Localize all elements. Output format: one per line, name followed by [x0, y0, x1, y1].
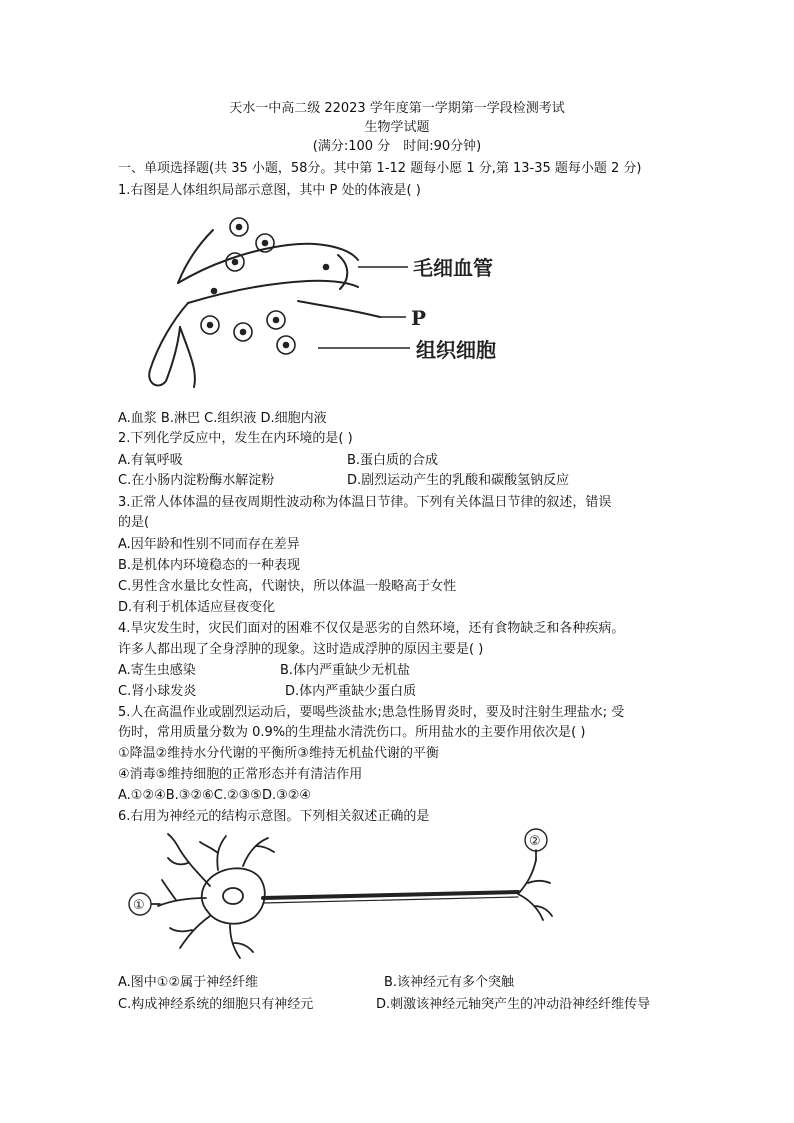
- question-4-stem-2: 许多人都出现了全身浮肿的现象。这时造成浮肿的原因主要是( ): [118, 642, 484, 657]
- tissue-boundary: [298, 301, 380, 317]
- question-3-option-c: C.男性含水量比女性高，代谢快，所以体温一般略高于女性: [118, 579, 457, 594]
- label-1: ①: [133, 898, 145, 913]
- question-4-option-a: A.寄生虫感染: [118, 663, 196, 678]
- question-3-option-d: D.有利于机体适应昼夜变化: [118, 600, 276, 615]
- question-4-stem-1: 4.旱灾发生时，灾民们面对的困难不仅仅是恶劣的自然环境，还有食物缺乏和各种疾病。: [118, 621, 625, 636]
- question-6-option-d: D.刺激该神经元轴突产生的冲动沿神经纤维传导: [376, 997, 651, 1012]
- question-2-option-b: B.蛋白质的合成: [347, 453, 439, 468]
- question-3-option-a: A.因年龄和性别不同而存在差异: [118, 537, 300, 552]
- question-1-options: A.血浆 B.淋巴 C.组织液 D.细胞内液: [118, 411, 327, 426]
- question-6-option-c: C.构成神经系统的细胞只有神经元: [118, 997, 314, 1012]
- figure-neuron-diagram: [118, 828, 558, 968]
- section-heading: 一、单项选择题(共 35 小题，58分。其中第 1-12 题每小愿 1 分,第 13-35 题每小题 2 分): [118, 161, 642, 176]
- question-3-stem-1: 3.正常人体体温的昼夜周期性波动称为体温日节律。下列有关体温日节律的叙述，错误: [118, 495, 612, 510]
- label-2: ②: [529, 834, 541, 849]
- question-5-options: A.①②④B.③②⑥C.②③⑤D.③②④: [118, 788, 312, 803]
- label-tissue-cell: 组织细胞: [416, 338, 496, 362]
- question-2-option-d: D.剧烈运动产生的乳酸和碳酸氢钠反应: [347, 473, 570, 488]
- question-4-option-c: C.肾小球发炎: [118, 684, 197, 699]
- question-5-list-1: ①降温②维持水分代谢的平衡所③维持无机盐代谢的平衡: [118, 746, 439, 761]
- question-2-stem: 2.下列化学反应中，发生在内环境的是( ): [118, 431, 353, 446]
- question-2-option-a: A.有氧呼吸: [118, 453, 183, 468]
- question-6-option-b: B.该神经元有多个突触: [384, 975, 515, 990]
- question-3-stem-2: 的是(: [118, 515, 150, 530]
- neuron-axon: [263, 892, 518, 898]
- neuron-cell-body: [202, 868, 265, 923]
- question-3-option-b: B.是机体内环境稳态的一种表现: [118, 558, 301, 573]
- figure-tissue-diagram: [118, 205, 518, 395]
- vessel-left-top: [178, 230, 213, 283]
- question-6-option-a: A.图中①②属于神经纤维: [118, 975, 259, 990]
- question-6-stem: 6.右用为神经元的结构示意图。下列相关叙述正确的是: [118, 809, 430, 824]
- question-4-option-d: D.体内严重缺少蛋白质: [285, 684, 417, 699]
- question-2-option-c: C.在小肠内淀粉酶水解淀粉: [118, 473, 275, 488]
- exam-title: 天水一中高二级 22023 学年度第一学期第一学段检测考试: [229, 101, 565, 116]
- vessel-left-bottom: [149, 303, 188, 385]
- exam-info: (满分:100 分 时间:90分钟): [312, 139, 482, 154]
- question-5-stem-2: 伤时，常用质量分数为 0.9%的生理盐水清洗伤口。所用盐水的主要作用依次是( ): [118, 725, 586, 740]
- label-p: P: [411, 306, 427, 330]
- capillary-upper-wall: [178, 244, 358, 283]
- question-1-stem: 1.右图是人体组织局部示意图，其中 P 处的体液是( ): [118, 183, 421, 198]
- question-5-list-2: ④消毒⑤维持细胞的正常形态并有清洁作用: [118, 767, 363, 782]
- question-5-stem-1: 5.人在高温作业或剧烈运动后，要喝些淡盐水;患急性肠胃炎时，要及时注射生理盐水; 受: [118, 705, 625, 720]
- label-capillary: 毛细血管: [413, 256, 493, 280]
- exam-subject: 生物学试题: [364, 120, 430, 135]
- question-4-option-b: B.体内严重缺少无机盐: [280, 663, 411, 678]
